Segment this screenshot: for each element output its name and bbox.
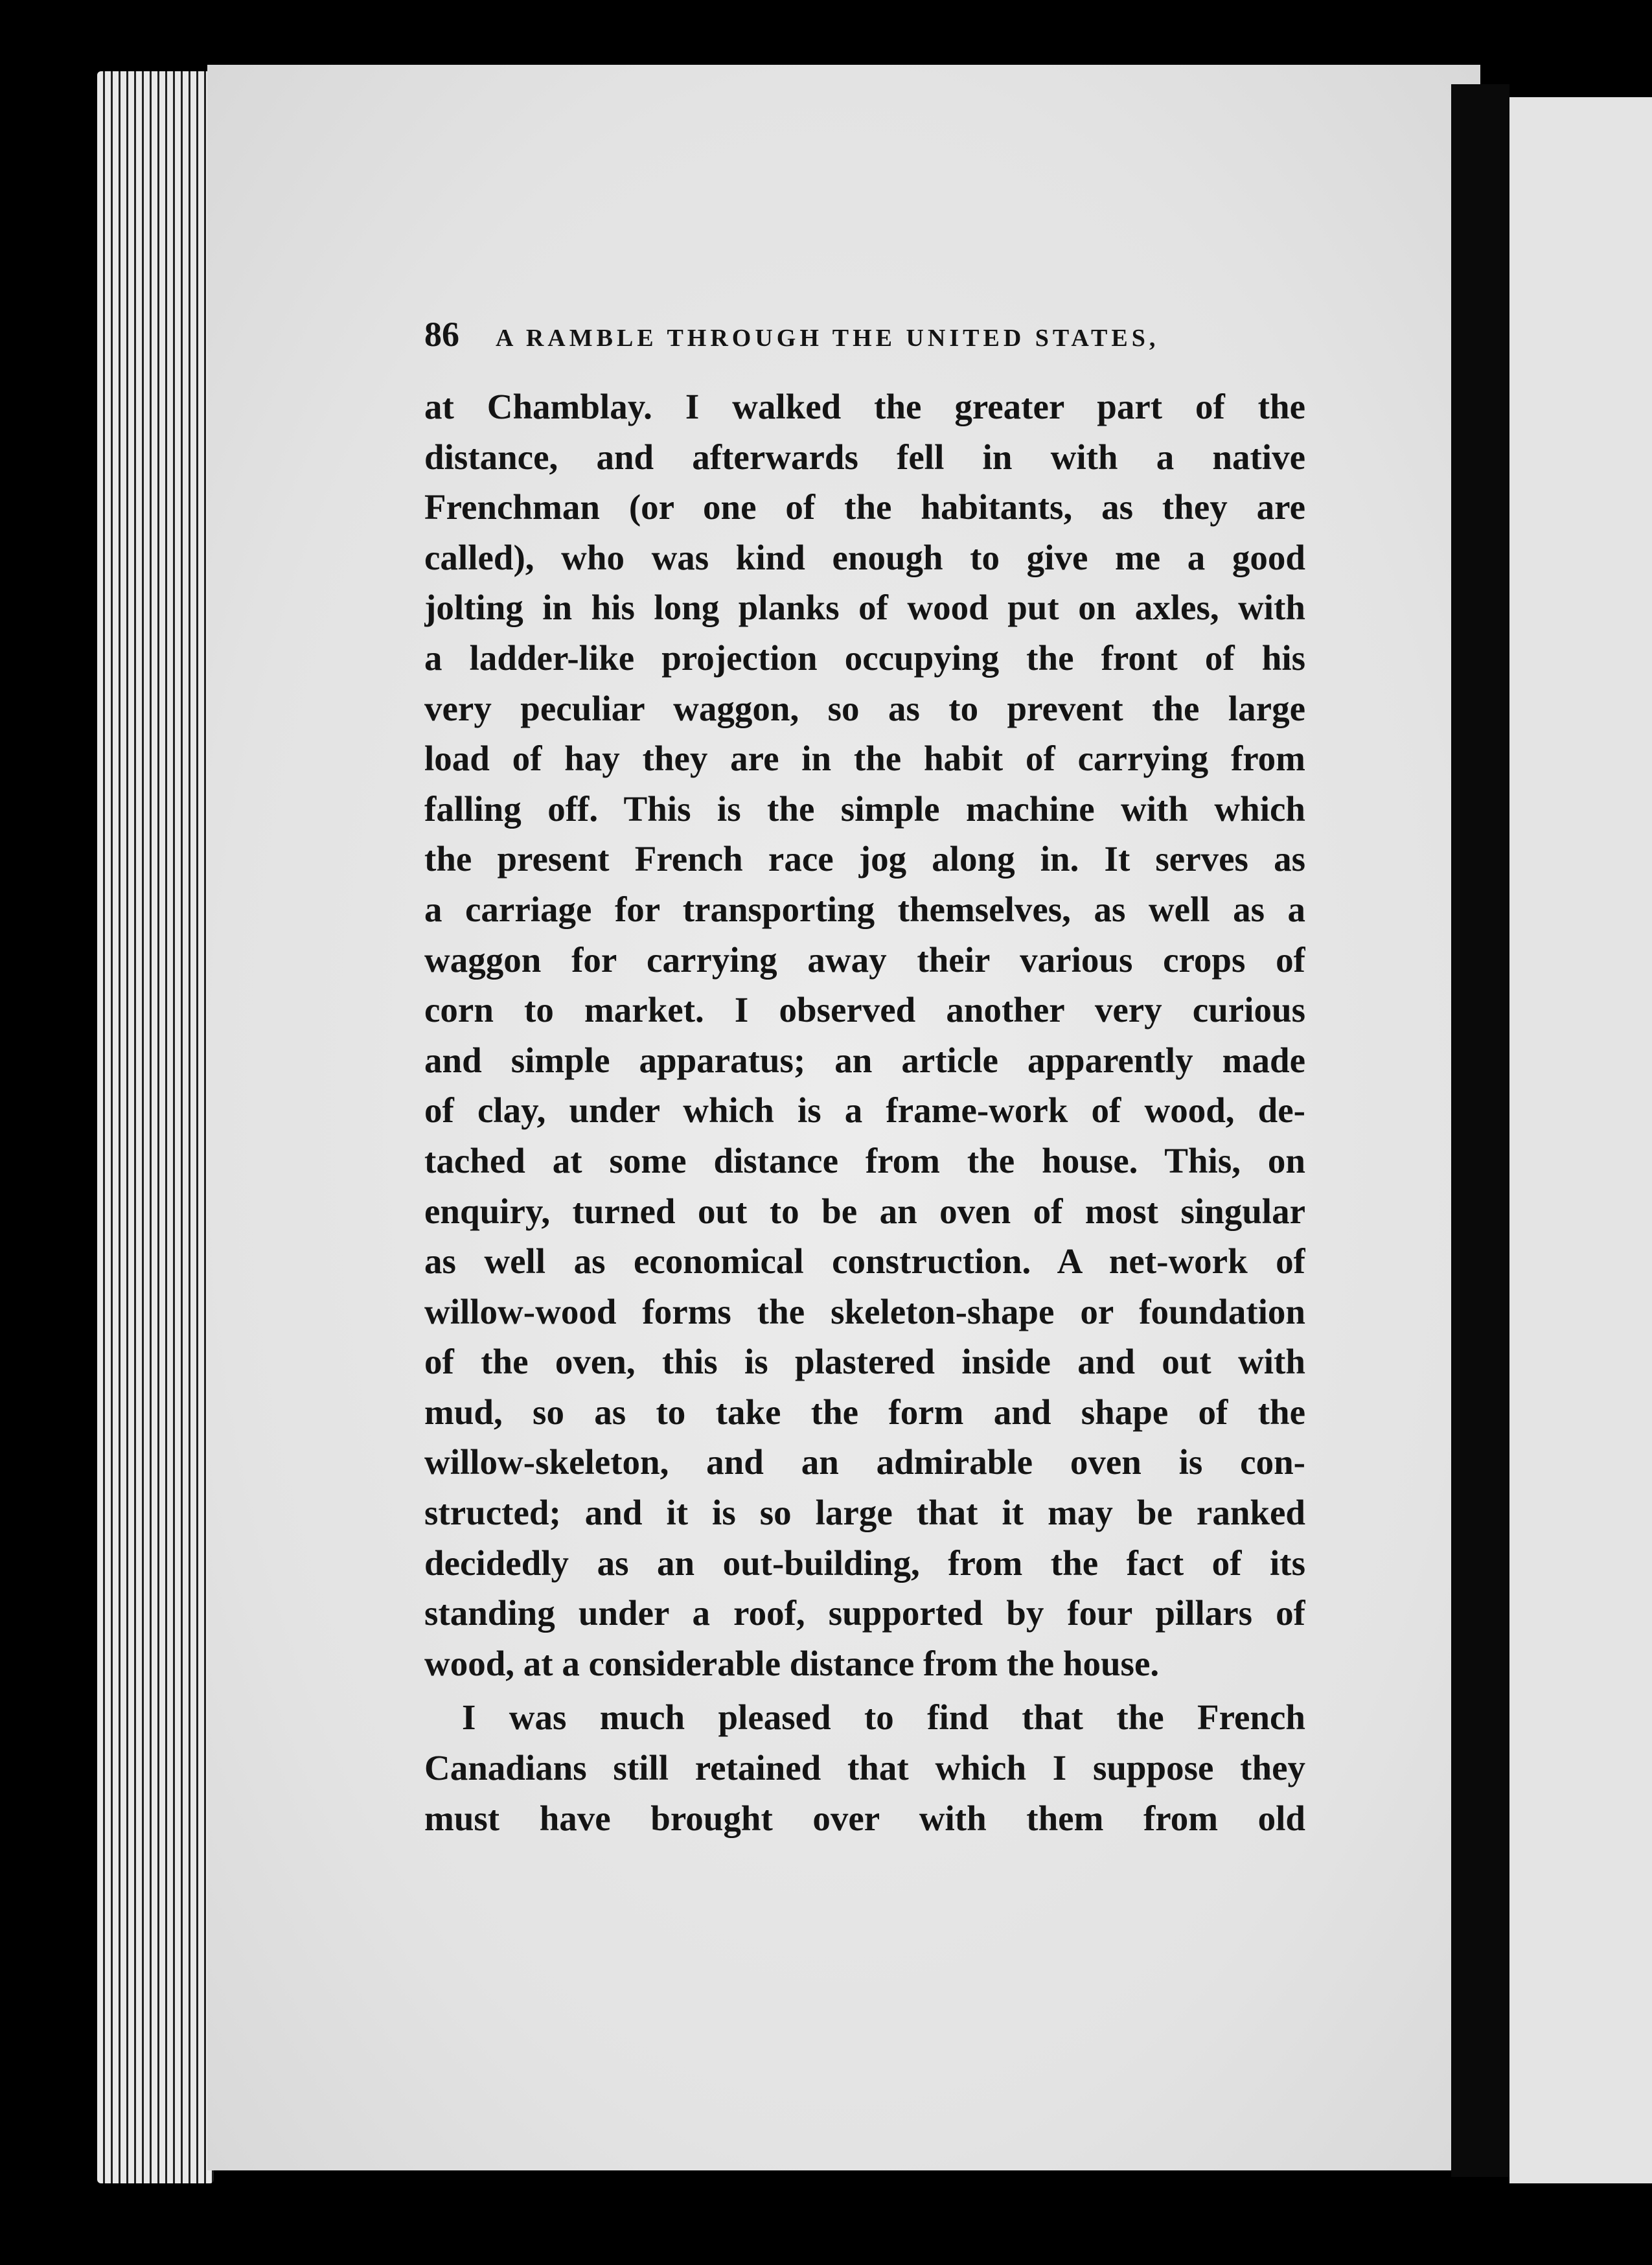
book-gutter: [1451, 84, 1509, 2177]
text-line: corn to market. I observed another very curious: [424, 990, 1305, 1030]
running-head: [424, 314, 1305, 366]
text-line: must have brought over with them from old: [424, 1798, 1305, 1838]
text-line: called), who was kind enough to give me a good: [424, 537, 1305, 577]
text-line: a ladder-like projection occupying the front of his: [424, 638, 1305, 678]
page-number: 86: [424, 315, 459, 354]
text-line: structed; and it is so large that it may be ranked: [424, 1493, 1305, 1533]
page-text: [424, 314, 1305, 1843]
text-line: of the oven, this is plastered inside and out with: [424, 1342, 1305, 1382]
text-line: mud, so as to take the form and shape of the: [424, 1392, 1305, 1432]
text-line: wood, at a considerable distance from the house.: [424, 1643, 1160, 1683]
text-line: at Chamblay. I walked the greater part of the: [424, 387, 1305, 426]
text-line: decidedly as an out-building, from the fact of its: [424, 1543, 1305, 1583]
paragraph: [424, 1692, 1305, 1843]
paragraph: [424, 382, 1305, 1688]
text-line: of clay, under which is a frame-work of wood, de-: [424, 1090, 1305, 1131]
text-line: tached at some distance from the house. This, on: [424, 1140, 1305, 1180]
text-line: the present French race jog along in. It serves as: [424, 839, 1305, 879]
text-line: waggon for carrying away their various crops of: [424, 939, 1305, 980]
text-line: jolting in his long planks of wood put on axles, with: [424, 588, 1305, 628]
text-line: distance, and afterwards fell in with a native: [424, 437, 1305, 477]
text-line: a carriage for transporting themselves, as well as a: [424, 889, 1305, 929]
text-line: willow-wood forms the skeleton-shape or foundation: [424, 1291, 1305, 1331]
text-line: I was much pleased to find that the French: [462, 1697, 1305, 1738]
text-line: falling off. This is the simple machine with which: [424, 788, 1305, 829]
facing-page-edge: [1509, 97, 1652, 2183]
text-line: as well as economical construction. A net-work of: [424, 1241, 1305, 1282]
text-line: and simple apparatus; an article apparently made: [424, 1040, 1305, 1080]
text-line: willow-skeleton, and an admirable oven is con-: [424, 1442, 1305, 1482]
text-line: Frenchman (or one of the habitants, as they are: [424, 487, 1305, 527]
text-line: enquiry, turned out to be an oven of most singular: [424, 1191, 1305, 1231]
text-line: very peculiar waggon, so as to prevent the large: [424, 688, 1305, 728]
text-line: Canadians still retained that which I suppose they: [424, 1748, 1305, 1788]
text-line: load of hay they are in the habit of carrying from: [424, 739, 1305, 779]
book-page-edges: [97, 71, 214, 2183]
running-head-title: A RAMBLE THROUGH THE UNITED STATES,: [496, 325, 1160, 352]
text-line: standing under a roof, supported by four pillars of: [424, 1593, 1305, 1633]
